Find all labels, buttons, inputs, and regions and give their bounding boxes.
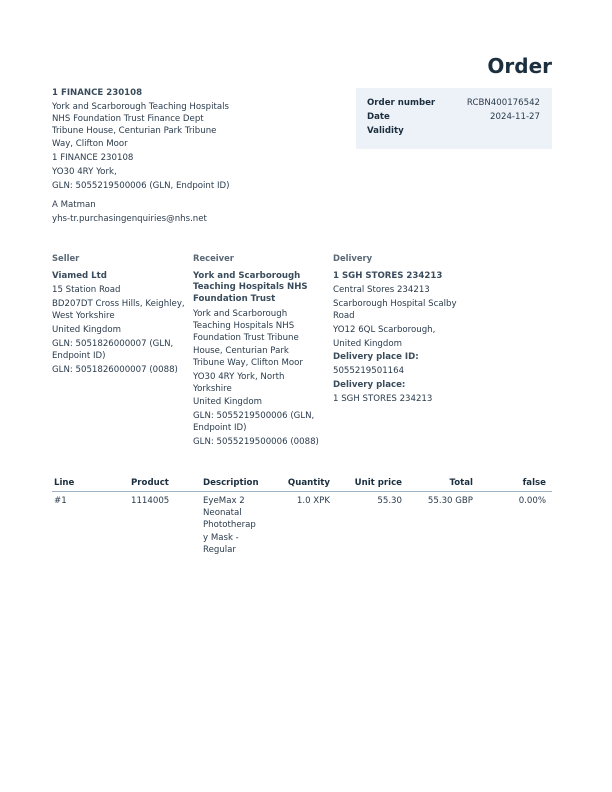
receiver-name: York and Scarborough Teaching Hospitals NHS Foundation Trust (193, 270, 308, 305)
description-line: Phototherap (203, 520, 256, 531)
buyer-name-line: NHS Foundation Trust Finance Dept (52, 114, 204, 125)
order-lines-table (52, 476, 552, 564)
col-header-product: Product (131, 478, 169, 488)
cell-product: 1114005 (131, 496, 170, 506)
receiver-line: YO30 4RY York, North Yorkshire (193, 371, 285, 394)
receiver-line: York and Scarborough Teaching Hospitals NHS Foundation Trust Tribune House, Centurian Park Tribune Way, Clifton Moor (193, 308, 303, 368)
buyer-city: YO30 4RY York, (52, 166, 117, 177)
col-header-quantity: Quantity (287, 478, 330, 488)
document-title: Order (487, 54, 552, 78)
delivery-place-id: 5055219501164 (333, 366, 405, 377)
col-header-unit-price: Unit price (354, 478, 402, 488)
buyer-address-block (52, 87, 252, 192)
receiver-line: GLN: 5055219500006 (GLN, Endpoint ID) (193, 411, 315, 434)
col-header-total: Total (449, 478, 473, 488)
delivery-line: Scarborough Hospital Scalby Road (333, 299, 457, 322)
description-line: y Mask - (203, 532, 239, 543)
order-date-row (367, 111, 546, 125)
seller-line: GLN: 5051826000007 (GLN, Endpoint ID) (52, 338, 174, 361)
table-header (52, 476, 552, 492)
delivery-heading: Delivery (333, 253, 373, 263)
order-meta-box (356, 88, 552, 149)
delivery-name: 1 SGH STORES 234213 (333, 270, 443, 281)
col-header-description: Description (203, 478, 259, 488)
description-line: Regular (203, 544, 236, 555)
buyer-name-line: Tribune House, Centurian Park Tribune (52, 126, 217, 137)
seller-line: GLN: 5051826000007 (0088) (52, 364, 178, 375)
delivery-place-label: Delivery place: (333, 379, 406, 390)
cell-line: #1 (54, 496, 67, 506)
table-row (52, 494, 552, 564)
description-line: Neonatal (203, 508, 242, 519)
validity-row (367, 125, 546, 139)
cell-description (203, 495, 263, 556)
receiver-line: United Kingdom (193, 397, 262, 408)
order-number-value: RCBN400176542 (466, 98, 540, 108)
buyer-gln: GLN: 5055219500006 (GLN, Endpoint ID) (52, 180, 230, 191)
delivery-line: YO12 6QL Scarborough, (333, 325, 436, 335)
receiver-line: GLN: 5055219500006 (0088) (193, 437, 319, 448)
seller-line: United Kingdom (52, 325, 121, 335)
contact-block (52, 199, 272, 226)
delivery-line: Central Stores 234213 (333, 285, 430, 296)
seller-line: BD207DT Cross Hills, Keighley, West Yorkshire (52, 299, 185, 322)
seller-name: Viamed Ltd (52, 270, 107, 281)
seller-block (52, 252, 187, 377)
buyer-id: 1 FINANCE 230108 (52, 88, 143, 98)
order-date-label: Date (367, 112, 390, 122)
col-header-line: Line (54, 478, 75, 488)
delivery-line: United Kingdom (333, 338, 402, 349)
validity-label: Validity (367, 126, 404, 136)
contact-name: A Matman (52, 200, 96, 210)
buyer-name-line: York and Scarborough Teaching Hospitals (52, 102, 229, 112)
seller-line: 15 Station Road (52, 285, 121, 296)
contact-email[interactable]: yhs-tr.purchasingenquiries@nhs.net (52, 213, 207, 224)
cell-total: 55.30 GBP (427, 496, 473, 506)
order-number-row (367, 97, 546, 111)
order-date-value: 2024-11-27 (490, 112, 540, 122)
buyer-name-line: Way, Clifton Moor (52, 138, 128, 149)
cell-quantity: 1.0 XPK (296, 496, 330, 506)
seller-heading: Seller (52, 253, 80, 263)
receiver-heading: Receiver (193, 253, 234, 263)
cell-extra: 0.00% (518, 496, 546, 506)
delivery-block (333, 252, 468, 406)
buyer-address-line: 1 FINANCE 230108 (52, 152, 134, 163)
col-header-extra: false (522, 478, 546, 488)
description-line: EyeMax 2 (203, 496, 245, 506)
cell-unit-price: 55.30 (377, 496, 402, 506)
delivery-place: 1 SGH STORES 234213 (333, 393, 433, 404)
delivery-place-id-label: Delivery place ID: (333, 352, 419, 363)
order-number-label: Order number (367, 98, 436, 108)
receiver-block (193, 252, 321, 450)
